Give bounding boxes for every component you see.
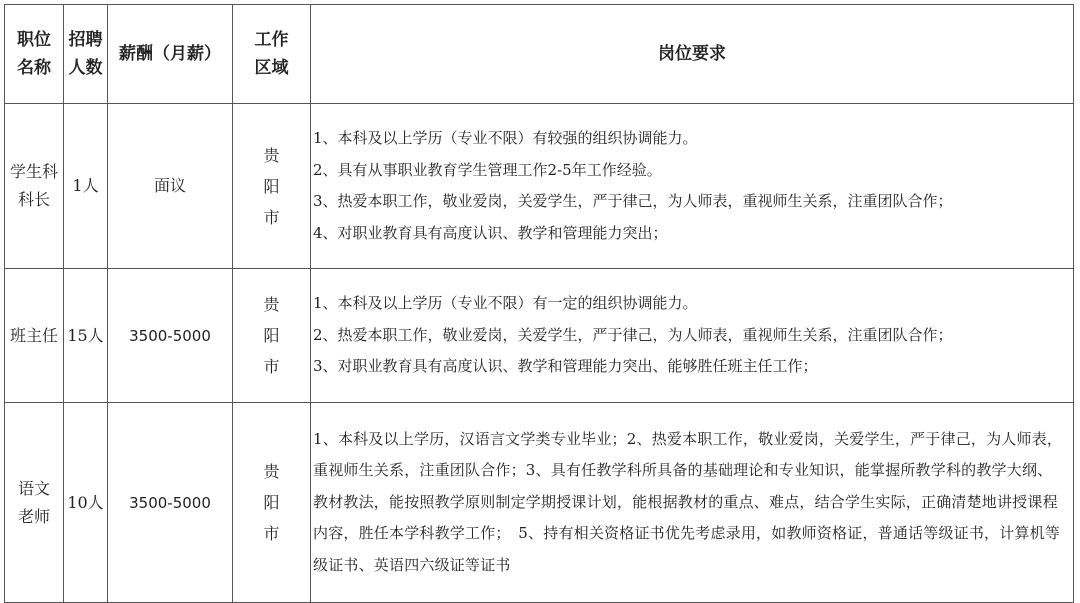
work-area-cell: 贵 阳 市: [233, 104, 311, 269]
requirements-cell: [311, 104, 1074, 269]
requirement-line: 1、本科及以上学历（专业不限）有一定的组织协调能力。: [313, 294, 698, 313]
headcount-cell: 1人: [64, 104, 108, 269]
job-table: [4, 4, 1074, 603]
requirements-cell: 1、本科及以上学历，汉语言文学类专业毕业；2、热爱本职工作，敬业爱岗，关爱学生，严于律己，为人师表，重视师生关系，注重团队合作；3、具有任教学科所具备的基础理论和专业知识，能掌握所教学科的教学大纲、教材教法，能按照教学原则制定学期授课计划，能根据教材的重点、难点，结合学生实际，正确清楚地讲授课程内容，胜任本学科教学工作； 5、持有相关资格证书优先考虑录用，如教师资格证，普通话等级证书，计算机等级证书、英语四六级证等证书: [311, 403, 1074, 603]
salary-cell: 3500-5000: [108, 403, 233, 603]
header-requirements: 岗位要求: [311, 5, 1074, 104]
table-header-row: [5, 5, 1074, 104]
headcount-cell: 15人: [64, 269, 108, 403]
job-title-cell: 班主任: [5, 269, 64, 403]
table-row: [5, 104, 1074, 269]
requirement-line: 1、本科及以上学历（专业不限）有较强的组织协调能力。: [313, 129, 698, 147]
table-row: [5, 269, 1074, 403]
work-area-cell: 贵 阳 市: [233, 269, 311, 403]
requirement-line: 3、热爱本职工作，敬业爱岗，关爱学生，严于律己，为人师表，重视师生关系，注重团队合作；: [313, 192, 953, 210]
header-headcount: 招聘 人数: [64, 5, 108, 104]
table-row: [5, 403, 1074, 603]
job-title-cell: 学生科 科长: [5, 104, 64, 269]
requirements-cell: [311, 269, 1074, 403]
salary-cell: 3500-5000: [108, 269, 233, 403]
requirement-line: 4、对职业教育具有高度认识、教学和管理能力突出；: [313, 223, 668, 242]
header-job-title: 职位 名称: [5, 5, 64, 104]
requirement-line: 2、热爱本职工作，敬业爱岗，关爱学生，严于律己，为人师表，重视师生关系，注重团队合作；: [313, 325, 953, 344]
requirement-line: 3、对职业教育具有高度认识、教学和管理能力突出、能够胜任班主任工作；: [313, 357, 818, 376]
salary-cell: 面议: [108, 104, 233, 269]
job-title-cell: 语文 老师: [5, 403, 64, 603]
work-area-cell: 贵 阳 市: [233, 403, 311, 603]
header-work-area: 工作 区域: [233, 5, 311, 104]
requirement-line: 2、具有从事职业教育学生管理工作2-5年工作经验。: [313, 160, 662, 179]
header-salary: 薪酬（月薪）: [108, 5, 233, 104]
headcount-cell: 10人: [64, 403, 108, 603]
